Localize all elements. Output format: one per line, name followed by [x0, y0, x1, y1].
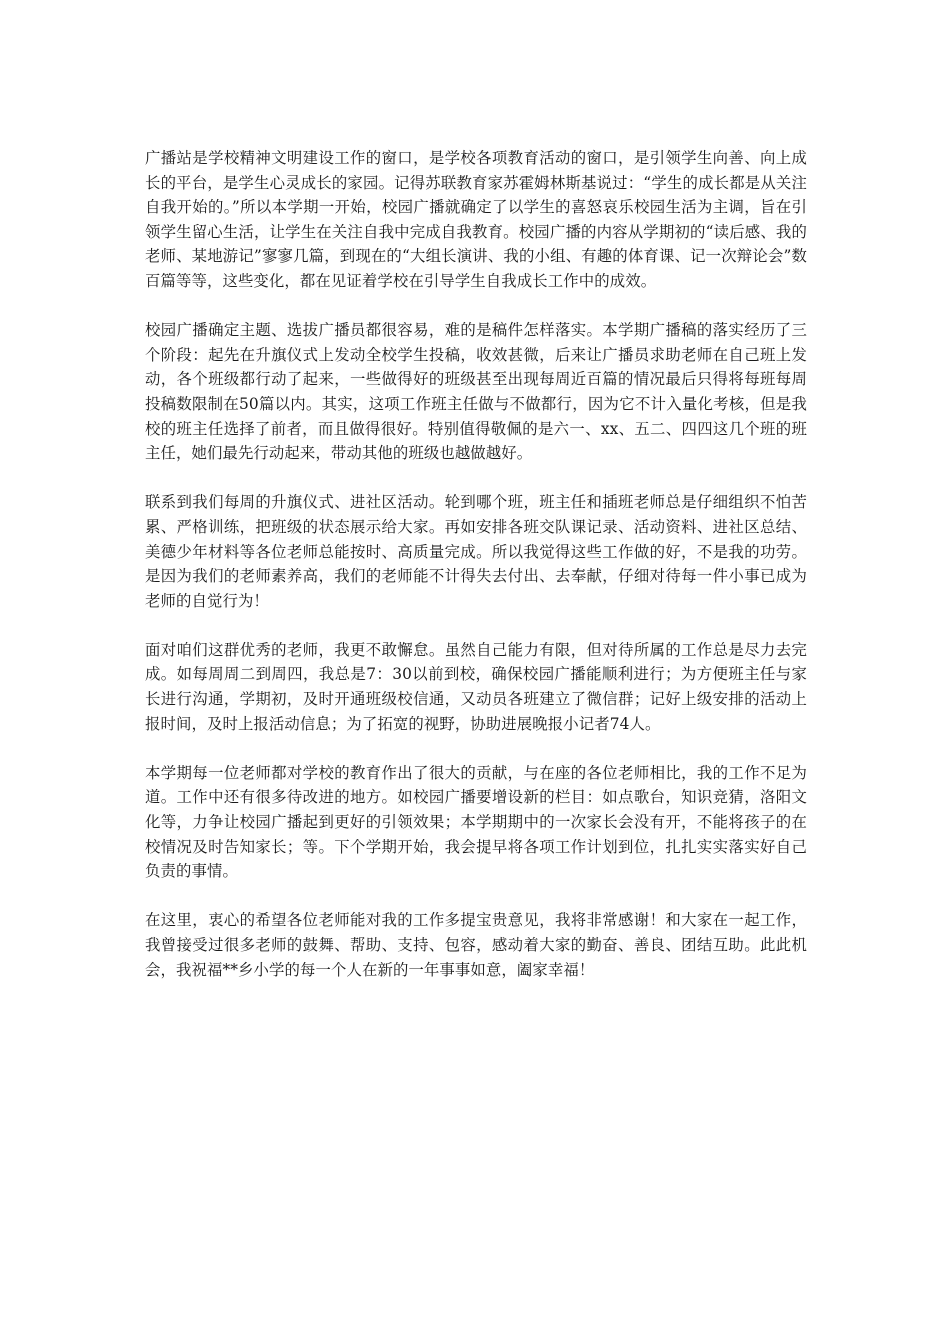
paragraph-2: 校园广播确定主题、选拔广播员都很容易，难的是稿件怎样落实。本学期广播稿的落实经历了三个阶段：起先在升旗仪式上发动全校学生投稿，收效甚微，后来让广播员求助老师在自己班上发动，各个班级都行动了起来，一些做得好的班级甚至出现每周近百篇的情况最后只得将每班每周投稿数限制在50篇以内。其实，这项工作班主任做与不做都行，因为它不计入量化考核，但是我校的班主任选择了前者，而且做得很好。特别值得敬佩的是六一、xx、五二、四四这几个班的班主任，她们最先行动起来，带动其他的班级也越做越好。 [145, 321, 807, 463]
paragraph-3: 联系到我们每周的升旗仪式、进社区活动。轮到哪个班，班主任和插班老师总是仔细组织不怕苦累、严格训练，把班级的状态展示给大家。再如安排各班交队课记录、活动资料、进社区总结、美德少年材料等各位老师总能按时、高质量完成。所以我觉得这些工作做的好，不是我的功劳。是因为我们的老师素养高，我们的老师能不计得失去付出、去奉献，仔细对待每一件小事已成为老师的自觉行为！ [145, 493, 807, 610]
document-body [145, 146, 807, 1007]
paragraph-1: 广播站是学校精神文明建设工作的窗口，是学校各项教育活动的窗口，是引领学生向善、向上成长的平台，是学生心灵成长的家园。记得苏联教育家苏霍姆林斯基说过：“学生的成长都是从关注自我开始的。”所以本学期一开始，校园广播就确定了以学生的喜怒哀乐校园生活为主调，旨在引领学生留心生活，让学生在关注自我中完成自我教育。校园广播的内容从学期初的“读后感、我的老师、某地游记”寥寥几篇，到现在的“大组长演讲、我的小组、有趣的体育课、记一次辩论会”数百篇等等，这些变化，都在见证着学校在引导学生自我成长工作中的成效。 [145, 149, 807, 290]
paragraph-6: 在这里，衷心的希望各位老师能对我的工作多提宝贵意见，我将非常感谢！和大家在一起工作，我曾接受过很多老师的鼓舞、帮助、支持、包容，感动着大家的勤奋、善良、团结互助。此此机会，我祝福**乡小学的每一个人在新的一年事事如意，阖家幸福！ [145, 911, 807, 979]
paragraph-4: 面对咱们这群优秀的老师，我更不敢懈怠。虽然自己能力有限，但对待所属的工作总是尽力去完成。如每周周二到周四，我总是7：30以前到校，确保校园广播能顺利进行；为方便班主任与家长进行沟通，学期初，及时开通班级校信通，又动员各班建立了微信群；记好上级安排的活动上报时间，及时上报活动信息；为了拓宽的视野，协助进展晚报小记者74人。 [145, 640, 807, 733]
paragraph-5: 本学期每一位老师都对学校的教育作出了很大的贡献，与在座的各位老师相比，我的工作不足为道。工作中还有很多待改进的地方。如校园广播要增设新的栏目：如点歌台，知识竞猜，洛阳文化等，力争让校园广播起到更好的引领效果；本学期期中的一次家长会没有开，不能将孩子的在校情况及时告知家长；等。下个学期开始，我会提早将各项工作计划到位，扎扎实实落实好自己负责的事情。 [145, 763, 807, 881]
